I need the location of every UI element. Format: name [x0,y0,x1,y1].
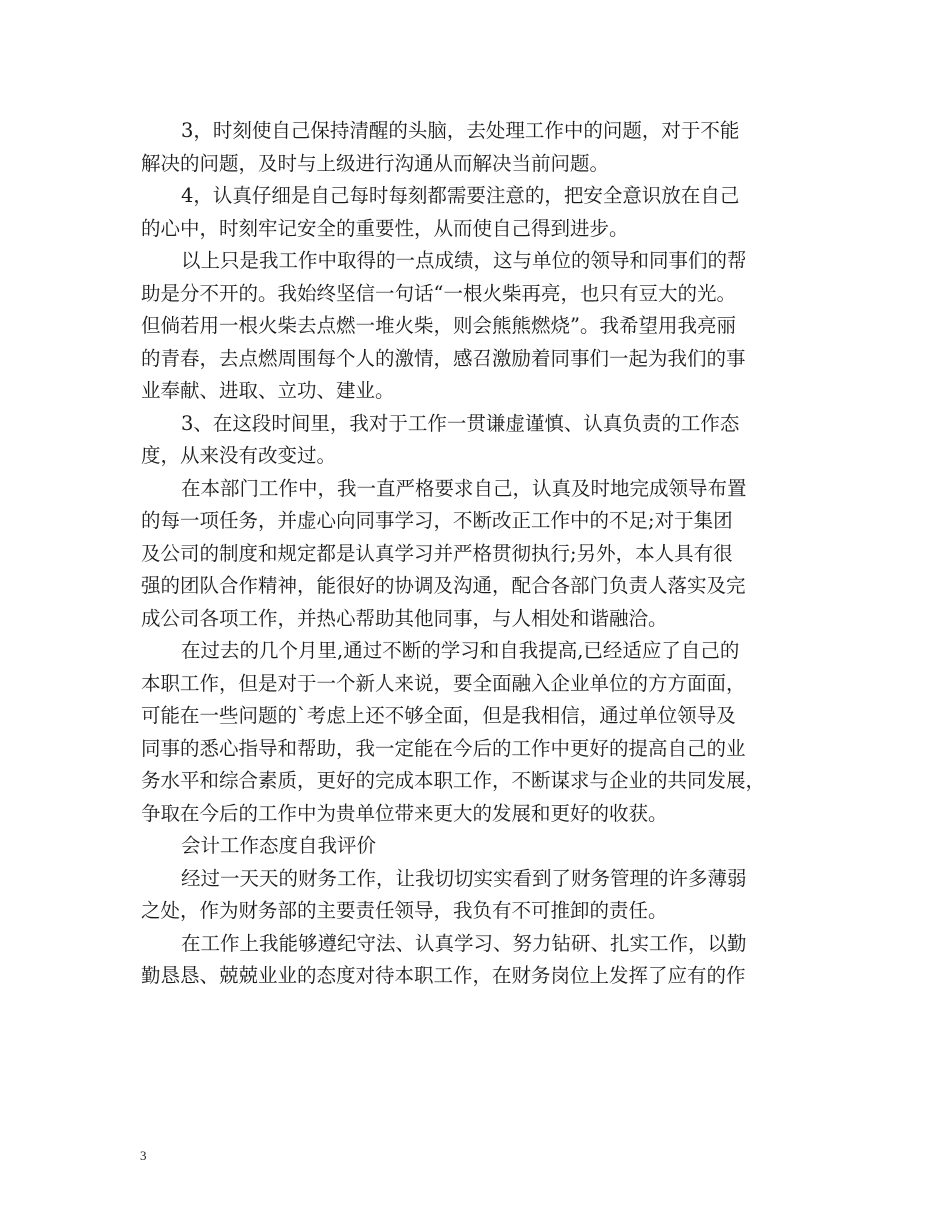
text-line: 的青春，去点燃周围每个人的激情，感召激励着同事们一起为我们的事 [141,346,746,370]
text-line: 可能在一些问题的`考虑上还不够全面，但是我相信，通过单位领导及 [141,704,736,727]
text-line: 在过去的几个月里,通过不断的学习和自我提高,已经适应了自己的 [181,639,740,662]
text-line: 争取在今后的工作中为贵单位带来更大的发展和更好的收获。 [141,801,668,825]
text-line: 之处，作为财务部的主要责任领导，我负有不可推卸的责任。 [141,899,668,922]
text-line: 成公司各项工作，并热心帮助其他同事，与人相处和谐融洽。 [141,606,668,630]
text-line: 度，从来没有改变过。 [141,444,337,467]
text-line: 但倘若用一根火柴去点燃一堆火柴，则会熊熊燃烧”。我希望用我亮丽 [141,314,736,337]
text-line: 3，时刻使自己保持清醒的头脑，去处理工作中的问题，对于不能 [181,119,740,142]
text-line: 的心中，时刻牢记安全的重要性，从而使自己得到进步。 [141,216,629,240]
text-line: 助是分不开的。我始终坚信一句话“一根火柴再亮，也只有豆大的光。 [141,281,736,305]
text-line: 务水平和综合素质，更好的完成本职工作，不断谋求与企业的共同发展， [141,769,766,792]
text-line: 会计工作态度自我评价 [181,834,377,857]
text-line: 强的团队合作精神，能很好的协调及沟通，配合各部门负责人落实及完 [141,574,746,597]
text-line: 经过一天天的财务工作，让我切切实实看到了财务管理的许多薄弱 [181,866,747,890]
text-line: 业奉献、进取、立功、建业。 [141,379,395,402]
text-line: 本职工作，但是对于一个新人来说，要全面融入企业单位的方方面面， [141,671,746,695]
text-line: 4，认真仔细是自己每时每刻都需要注意的，把安全意识放在自己 [181,184,740,207]
text-line: 及公司的制度和规定都是认真学习并严格贯彻执行;另外，本人具有很 [141,541,733,565]
text-line: 在工作上我能够遵纪守法、认真学习、努力钻研、扎实工作，以勤 [181,931,747,955]
text-line: 同事的悉心指导和帮助，我一定能在今后的工作中更好的提高自己的业 [141,736,746,760]
text-line: 在本部门工作中，我一直严格要求自己，认真及时地完成领导布置 [181,476,747,500]
text-line: 解决的问题，及时与上级进行沟通从而解决当前问题。 [141,151,610,175]
text-line: 的每一项任务，并虚心向同事学习，不断改正工作中的不足;对于集团 [141,509,733,532]
page-number: 3 [140,1148,147,1163]
text-line: 以上只是我工作中取得的一点成绩，这与单位的领导和同事们的帮 [181,249,747,272]
text-line: 3、在这段时间里，我对于工作一贯谦虚谨慎、认真负责的工作态 [181,411,740,435]
document-body [141,115,821,993]
text-line: 勤恳恳、兢兢业业的态度对待本职工作，在财务岗位上发挥了应有的作 [141,964,746,987]
